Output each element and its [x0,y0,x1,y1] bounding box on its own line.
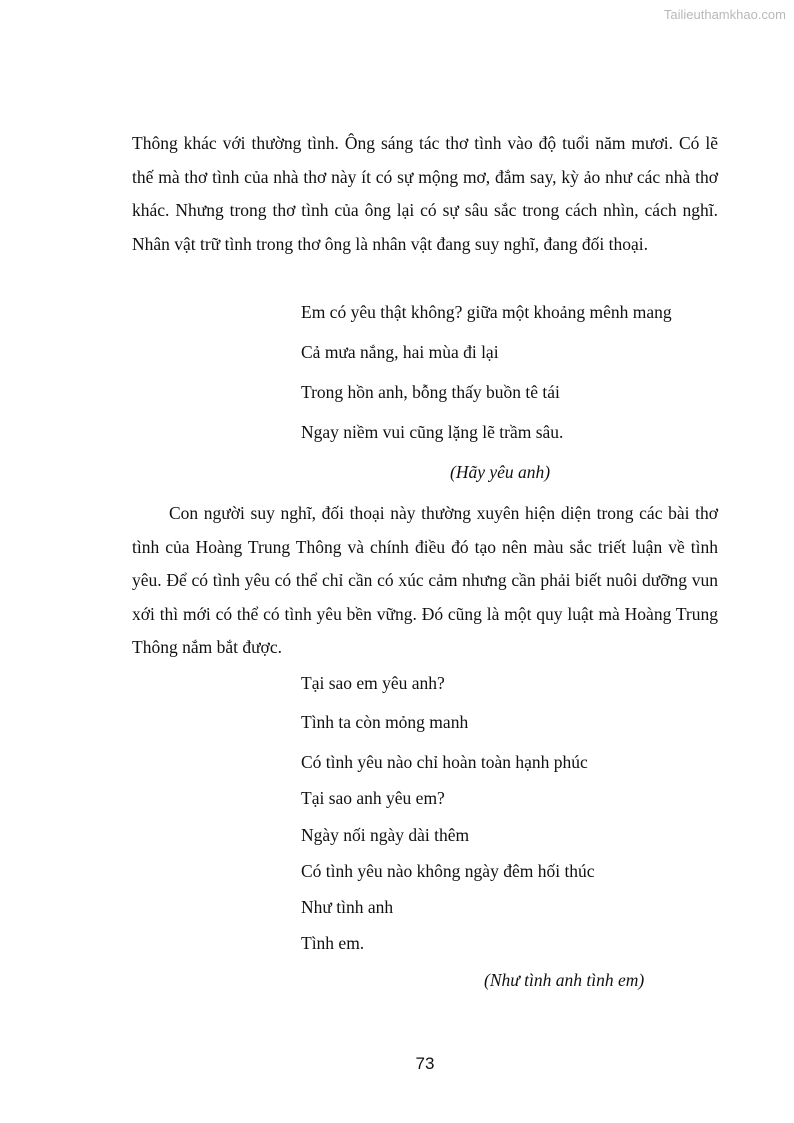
poem2-line-3: Có tình yêu nào chỉ hoàn toàn hạnh phúc [301,752,588,772]
paragraph-2: Con người suy nghĩ, đối thoại này thường xuyên hiện diện trong các bài thơ tình của Hoàng Trung Thông và chính điều đó tạo nên màu sắc triết luận về tình yêu. Để có tình yêu có thể chỉ cần có xúc cảm nhưng cần phải biết nuôi dưỡng vun xới thì mới có thể có tình yêu bền vững. Đó cũng là một quy luật mà Hoàng Trung Thông nắm bắt được. [132,503,718,657]
poem2-line-5: Ngày nối ngày dài thêm [301,825,470,845]
poem2-line-1: Tại sao em yêu anh? [301,673,445,693]
paragraph-1: Thông khác với thường tình. Ông sáng tác thơ tình vào độ tuổi năm mươi. Có lẽ thế mà thơ tình của nhà thơ này ít có sự mộng mơ, đắm say, kỳ ảo như các nhà thơ khác. Nhưng trong thơ tình của ông lại có sự sâu sắc trong cách nhìn, cách nghĩ. Nhân vật trữ tình trong thơ ông là nhân vật đang suy nghĩ, đang đối thoại. [132,133,718,254]
poem1-line-3: Trong hồn anh, bỗng thấy buồn tê tái [301,382,560,402]
poem2-line-6: Có tình yêu nào không ngày đêm hối thúc [301,861,595,881]
poem1-source: (Hãy yêu anh) [450,462,551,482]
page-number: 73 [415,1054,435,1073]
poem2-line-4: Tại sao anh yêu em? [301,788,445,808]
watermark: Tailieuthamkhao.com [663,7,786,22]
poem1-line-1: Em có yêu thật không? giữa một khoảng mênh mang [301,302,672,322]
poem2-line-7: Như tình anh [301,897,394,917]
poem2-line-8: Tình em. [301,933,365,953]
poem2-line-2: Tình ta còn mỏng manh [301,712,469,732]
poem1-line-2: Cả mưa nắng, hai mùa đi lại [301,342,499,362]
poem1-line-4: Ngay niềm vui cũng lặng lẽ trầm sâu. [301,422,564,442]
poem2-source: (Như tình anh tình em) [484,970,645,990]
